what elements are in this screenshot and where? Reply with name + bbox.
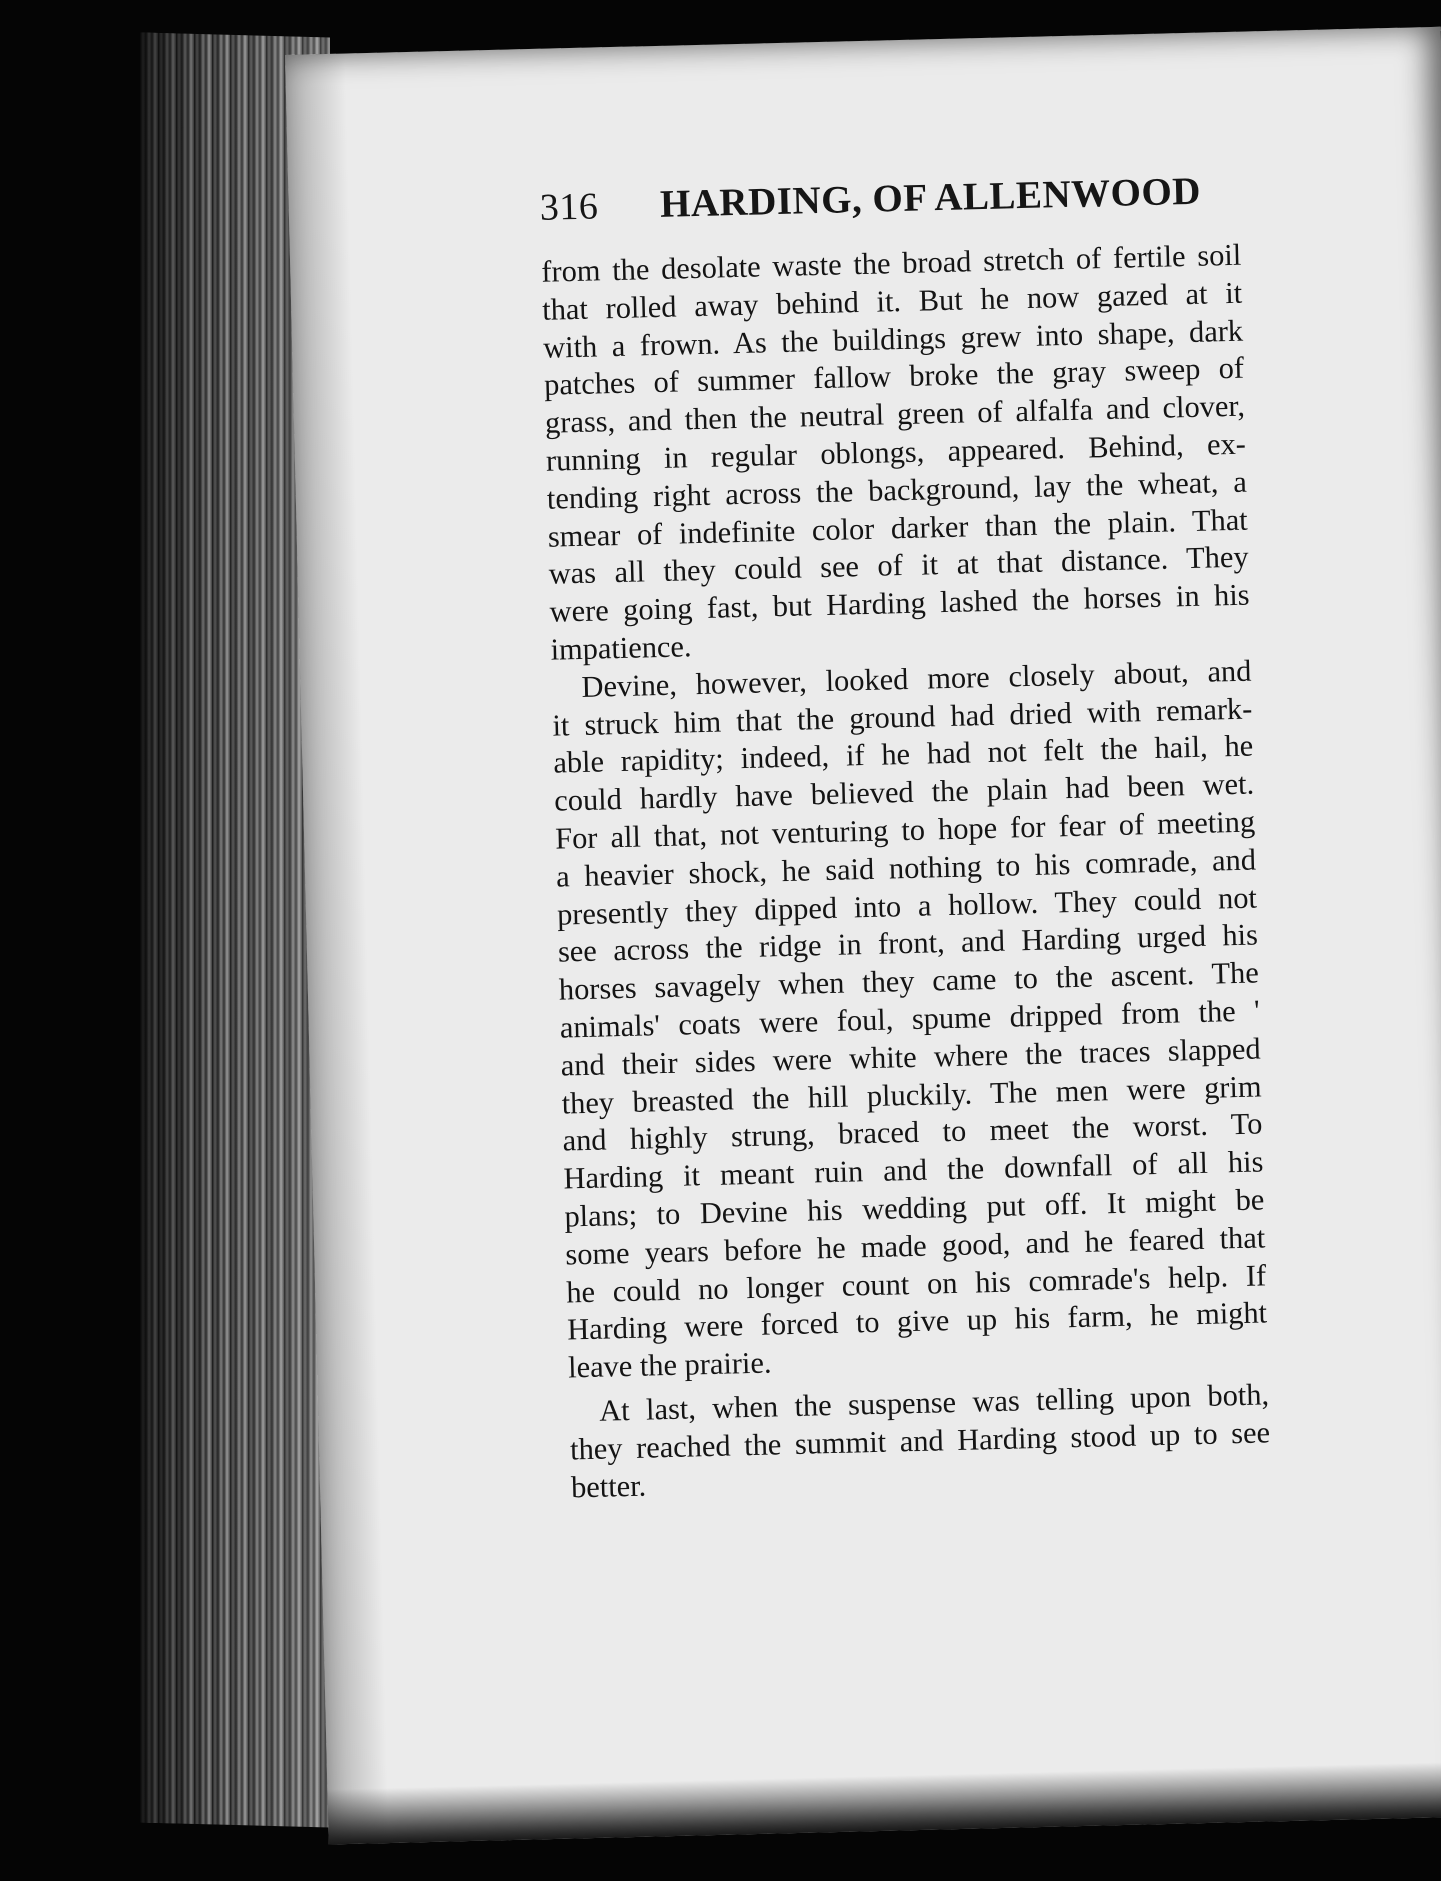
text-line: impatience. — [550, 629, 692, 667]
text-line: tending right across the background, lay the wheat, a — [546, 464, 1248, 516]
text-line: Harding were forced to give up his farm, he might — [566, 1295, 1268, 1347]
text-line: from the desolate waste the broad stretch of fertile soil — [540, 237, 1242, 289]
text-line: running in regular oblongs, appeared. Behind, ex- — [545, 426, 1247, 478]
book-page — [285, 27, 1441, 1845]
text-line: and highly strung, braced to meet the worst. To — [562, 1106, 1263, 1158]
text-line: patches of summer fallow broke the gray sweep of — [543, 351, 1245, 403]
text-line: was all they could see of it at that distance. They — [548, 539, 1249, 592]
text-line: with a frown. As the buildings grew into shape, dark — [542, 313, 1244, 365]
text-line: grass, and then the neutral green of alfalfa and clover, — [544, 388, 1246, 440]
text-line: were going fast, but Harding lashed the horses in his — [549, 577, 1250, 629]
page-number: 316 — [539, 185, 599, 229]
text-line: leave the prairie. — [567, 1345, 772, 1385]
text-line: smear of indefinite color darker than the plain. That — [547, 502, 1249, 554]
paragraph — [551, 652, 1268, 1387]
text-line: he could no longer count on his comrade's help. If — [565, 1257, 1267, 1310]
text-line: it struck him that the ground had dried with remark- — [552, 691, 1253, 743]
text-line: some years before he made good, and he feared that — [564, 1220, 1266, 1272]
body-text — [541, 237, 1271, 1507]
text-line: see across the ridge in front, and Harding urged his — [557, 917, 1259, 969]
text-line: plans; to Devine his wedding put off. It might be — [564, 1182, 1265, 1234]
text-line: animals' coats were foul, spume dripped from the ' — [559, 993, 1261, 1045]
text-line: horses savagely when they came to the ascent. The — [558, 955, 1260, 1007]
text-line: presently they dipped into a hollow. They could not — [556, 880, 1258, 932]
text-line: able rapidity; indeed, if he had not felt the hail, he — [552, 728, 1254, 781]
text-line: that rolled away behind it. But he now gazed at it — [541, 275, 1243, 327]
text-line: For all that, not venturing to hope for fear of meeting — [554, 804, 1256, 856]
text-line: At last, when the suspense was telling upon both, — [598, 1377, 1270, 1428]
running-head: HARDING, OF ALLENWOOD — [659, 169, 1202, 226]
paragraph — [541, 237, 1251, 670]
text-line: a heavier shock, he said nothing to his comrade, and — [555, 842, 1257, 894]
text-line: could hardly have believed the plain had been wet. — [553, 766, 1255, 818]
paragraph — [569, 1376, 1272, 1506]
text-line: and their sides were white where the traces slapped — [560, 1031, 1261, 1083]
page-header — [539, 168, 1240, 245]
text-line: they reached the summit and Harding stood up to see — [569, 1415, 1271, 1467]
text-line: Harding it meant ruin and the downfall of all his — [563, 1144, 1264, 1196]
text-line: they breasted the hill pluckily. The men were grim — [561, 1068, 1262, 1121]
text-line: Devine, however, looked more closely about, and — [581, 653, 1252, 704]
text-line: better. — [570, 1468, 647, 1504]
